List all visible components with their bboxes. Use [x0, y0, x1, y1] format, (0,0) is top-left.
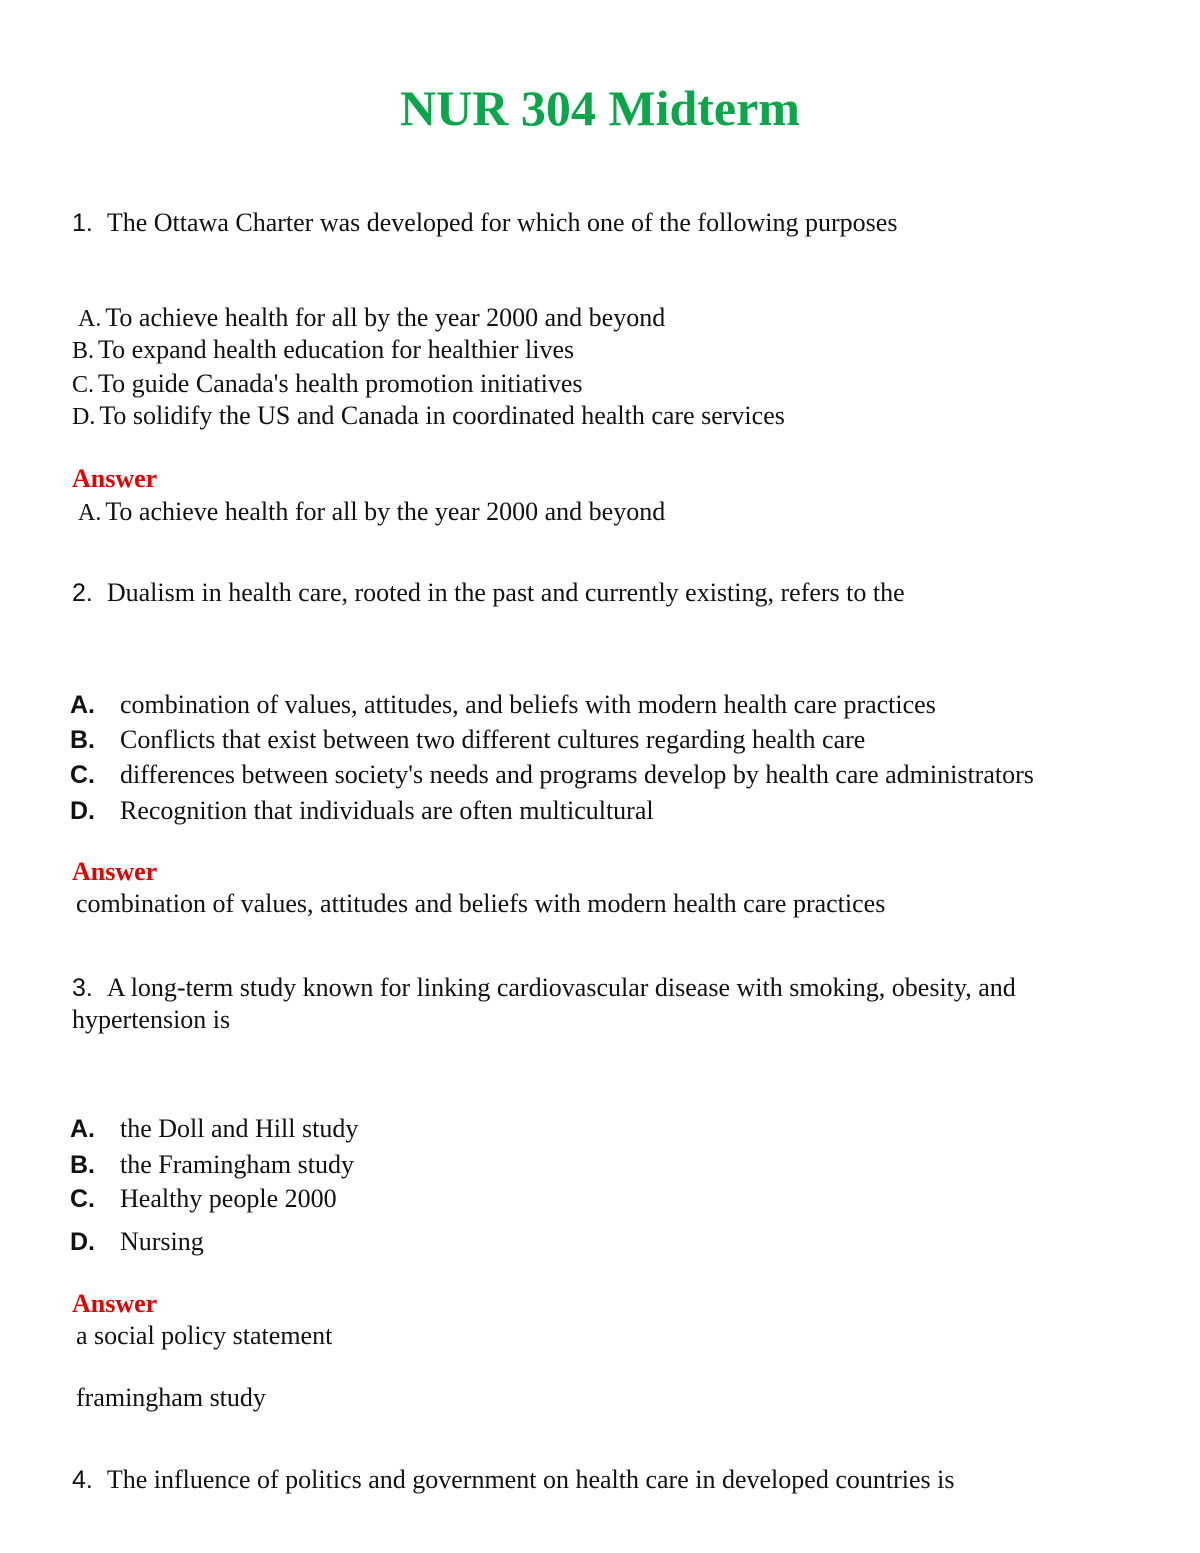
option-c[interactable]	[70, 1181, 337, 1217]
option-letter: D.	[70, 1228, 95, 1256]
option-letter: A.	[78, 306, 102, 332]
option-text: the Framingham study	[120, 1150, 354, 1179]
option-text: combination of values, attitudes, and beliefs with modern health care practices	[120, 690, 936, 719]
option-letter: B.	[72, 338, 95, 364]
answer-text	[78, 496, 665, 529]
question-1	[72, 208, 897, 238]
option-c[interactable]	[70, 757, 1034, 793]
option-b[interactable]	[70, 722, 865, 758]
option-d[interactable]	[72, 400, 785, 433]
answer-letter: A.	[78, 500, 102, 526]
question-4	[72, 1465, 954, 1495]
option-a[interactable]	[70, 687, 936, 723]
option-text: the Doll and Hill study	[120, 1114, 359, 1143]
option-text: differences between society's needs and programs develop by health care administrators	[120, 760, 1034, 789]
document-title: NUR 304 Midterm	[400, 80, 800, 136]
option-a[interactable]	[70, 1111, 358, 1147]
option-letter: C.	[72, 372, 95, 398]
question-text: The Ottawa Charter was developed for which one of the following purposes	[106, 208, 898, 237]
question-number: 2.	[72, 579, 93, 607]
option-a[interactable]	[78, 302, 665, 335]
answer-text: combination of values, attitudes and beliefs with modern health care practices	[76, 889, 886, 918]
option-text: Recognition that individuals are often multicultural	[120, 796, 654, 825]
question-2	[72, 578, 905, 608]
question-3	[72, 972, 1016, 1004]
answer-value: To achieve health for all by the year 2000 and beyond	[105, 497, 666, 526]
question-text: Dualism in health care, rooted in the past and currently existing, refers to the	[106, 578, 905, 607]
answer-label: Answer	[72, 857, 158, 886]
option-text: Nursing	[120, 1227, 204, 1256]
option-d[interactable]	[70, 793, 654, 829]
answer-text: a social policy statement	[76, 1321, 333, 1350]
option-text: Conflicts that exist between two different cultures regarding health care	[120, 725, 866, 754]
option-text: Healthy people 2000	[120, 1184, 337, 1213]
option-letter: B.	[70, 726, 95, 754]
question-text: A long-term study known for linking cardiovascular disease with smoking, obesity, and	[106, 973, 1016, 1002]
option-letter: C.	[70, 1185, 95, 1213]
option-letter: D.	[72, 404, 96, 430]
option-d[interactable]	[70, 1224, 204, 1260]
answer-label: Answer	[72, 1289, 158, 1318]
option-text: To achieve health for all by the year 2000 and beyond	[105, 303, 666, 332]
option-letter: B.	[70, 1151, 95, 1179]
question-number: 1.	[72, 209, 93, 237]
option-text: To expand health education for healthier lives	[98, 335, 575, 364]
option-b[interactable]	[72, 334, 574, 367]
option-b[interactable]	[70, 1147, 354, 1183]
option-text: To solidify the US and Canada in coordinated health care services	[99, 401, 785, 430]
option-letter: D.	[70, 797, 95, 825]
question-number: 4.	[72, 1466, 93, 1494]
option-letter: A.	[70, 1115, 95, 1143]
option-letter: C.	[70, 761, 95, 789]
question-text-continued: hypertension is	[72, 1005, 231, 1034]
option-text: To guide Canada's health promotion initiatives	[98, 369, 583, 398]
option-letter: A.	[70, 691, 95, 719]
question-text: The influence of politics and government on health care in developed countries is	[106, 1465, 955, 1494]
option-c[interactable]	[72, 368, 583, 401]
answer-text-extra: framingham study	[76, 1383, 266, 1412]
answer-label: Answer	[72, 464, 158, 493]
question-number: 3.	[72, 974, 93, 1002]
